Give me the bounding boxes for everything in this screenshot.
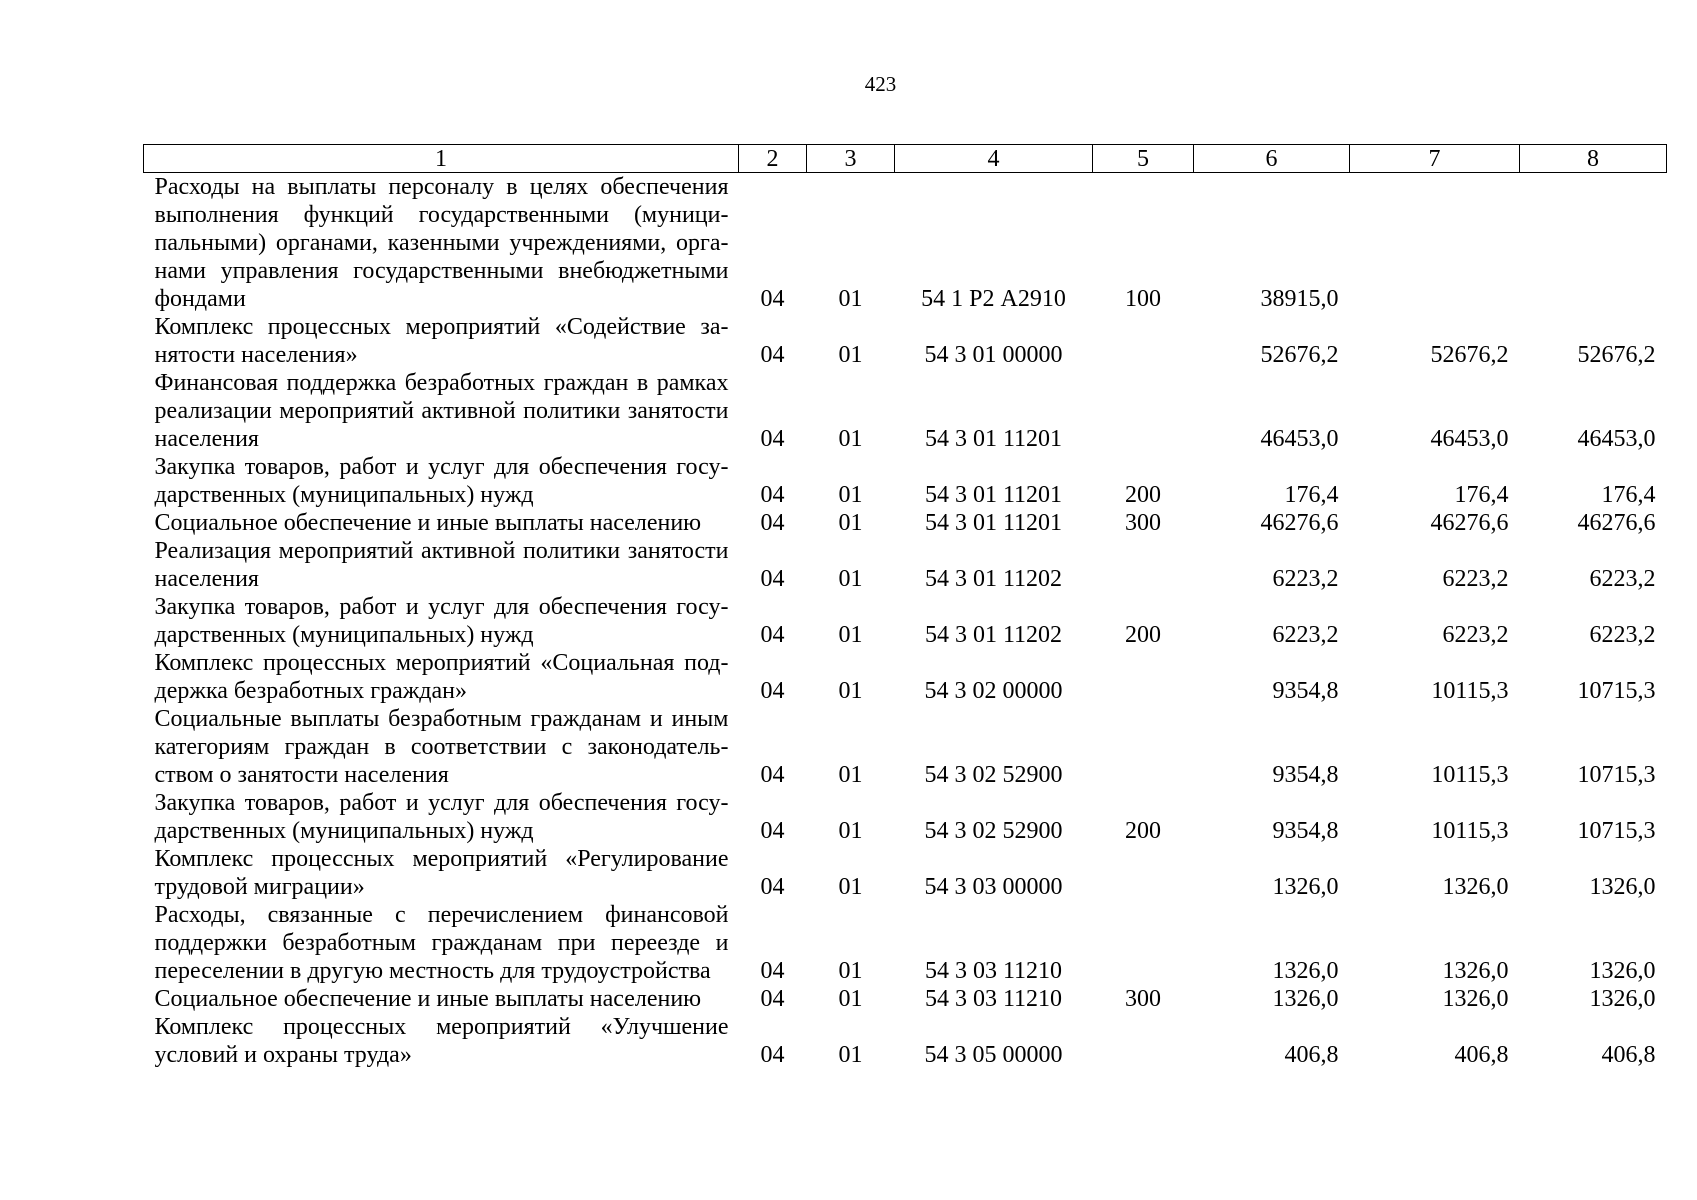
- table-row: [144, 313, 1667, 369]
- row-amount-col-8: 176,4: [1601, 482, 1656, 508]
- header-col-2: 2: [739, 145, 807, 173]
- table-row: [144, 1013, 1667, 1069]
- header-row: [144, 145, 1667, 173]
- row-name: Расходы на выплаты персоналу в целях обеспечения выполнения функций государственными (муниципальными) органами, казенными учреждениями, органами управления государственными внебюджетными фондами: [154, 174, 729, 312]
- row-amount-col-8: 1326,0: [1589, 986, 1656, 1012]
- row-pr: 01: [838, 482, 863, 508]
- row-amount-col-6: 1326,0: [1272, 958, 1339, 984]
- row-pr: 01: [838, 566, 863, 592]
- row-amount-col-7: [1350, 173, 1520, 314]
- table-row: [144, 901, 1667, 985]
- row-vr: 300: [1125, 510, 1161, 536]
- row-amount-col-7: 46276,6: [1430, 510, 1509, 536]
- table-row: [144, 845, 1667, 901]
- row-rz: 04: [760, 482, 785, 508]
- row-amount-col-8: [1520, 173, 1667, 314]
- row-csr: 54 3 01 11201: [924, 482, 1063, 508]
- row-pr: 01: [838, 510, 863, 536]
- row-pr: 01: [838, 426, 863, 452]
- row-amount-col-7: 10115,3: [1431, 818, 1509, 844]
- row-rz: 04: [760, 958, 785, 984]
- row-amount-col-7: 1326,0: [1442, 874, 1509, 900]
- row-rz: 04: [760, 874, 785, 900]
- row-amount-col-7: 176,4: [1454, 482, 1509, 508]
- row-vr: [1093, 901, 1194, 985]
- header-col-5: 5: [1093, 145, 1194, 173]
- row-amount-col-8: 10715,3: [1577, 678, 1656, 704]
- table-row: [144, 537, 1667, 593]
- table-row: [144, 705, 1667, 789]
- row-rz: 04: [760, 426, 785, 452]
- row-amount-col-8: 52676,2: [1577, 342, 1656, 368]
- row-csr: 54 3 01 00000: [924, 342, 1063, 368]
- row-name: Комплекс процессных мероприятий «Улучшение условий и охраны труда»: [154, 1014, 729, 1068]
- row-amount-col-8: 6223,2: [1589, 566, 1656, 592]
- row-name: Социальные выплаты безработным гражданам и иным категориям граждан в соответствии с законодательством о занятости населения: [154, 706, 729, 788]
- row-csr: 54 3 01 11202: [924, 566, 1063, 592]
- row-amount-col-6: 38915,0: [1260, 286, 1339, 312]
- row-amount-col-7: 10115,3: [1431, 678, 1509, 704]
- row-rz: 04: [760, 566, 785, 592]
- row-amount-col-7: 406,8: [1454, 1042, 1509, 1068]
- row-amount-col-6: 46453,0: [1260, 426, 1339, 452]
- row-vr: 200: [1125, 622, 1161, 648]
- row-rz: 04: [760, 342, 785, 368]
- row-amount-col-7: 1326,0: [1442, 986, 1509, 1012]
- row-csr: 54 3 01 11202: [924, 622, 1063, 648]
- row-amount-col-6: 9354,8: [1272, 678, 1339, 704]
- row-pr: 01: [838, 986, 863, 1012]
- row-name: Закупка товаров, работ и услуг для обеспечения государственных (муниципальных) нужд: [154, 594, 729, 648]
- row-vr: [1093, 313, 1194, 369]
- row-name: Закупка товаров, работ и услуг для обеспечения государственных (муниципальных) нужд: [154, 790, 729, 844]
- row-csr: 54 3 01 11201: [924, 426, 1063, 452]
- row-name: Социальное обеспечение и иные выплаты населению: [154, 986, 702, 1012]
- row-amount-col-6: 52676,2: [1260, 342, 1339, 368]
- row-vr: [1093, 649, 1194, 705]
- table-row: [144, 985, 1667, 1013]
- row-csr: 54 3 03 11210: [924, 986, 1063, 1012]
- row-pr: 01: [838, 762, 863, 788]
- row-amount-col-7: 6223,2: [1442, 566, 1509, 592]
- page-number: 423: [864, 72, 897, 96]
- row-name: Комплекс процессных мероприятий «Содействие занятости населения»: [154, 314, 729, 368]
- row-pr: 01: [838, 874, 863, 900]
- header-col-6: 6: [1194, 145, 1350, 173]
- table-body: [144, 173, 1667, 1070]
- row-name: Финансовая поддержка безработных граждан в рамках реализации мероприятий активной политики занятости населения: [154, 370, 729, 452]
- row-name: Расходы, связанные с перечислением финансовой поддержки безработным гражданам при переезде и переселении в другую местность для трудоустройства: [154, 902, 729, 984]
- row-vr: 200: [1125, 482, 1161, 508]
- row-name: Закупка товаров, работ и услуг для обеспечения государственных (муниципальных) нужд: [154, 454, 729, 508]
- table-row: [144, 593, 1667, 649]
- row-amount-col-7: 1326,0: [1442, 958, 1509, 984]
- row-amount-col-8: 1326,0: [1589, 958, 1656, 984]
- row-csr: 54 3 02 52900: [924, 818, 1063, 844]
- row-amount-col-8: 1326,0: [1589, 874, 1656, 900]
- header-col-1: 1: [144, 145, 739, 173]
- row-amount-col-7: 6223,2: [1442, 622, 1509, 648]
- row-csr: 54 3 05 00000: [924, 1042, 1063, 1068]
- row-name: Комплекс процессных мероприятий «Социальная поддержка безработных граждан»: [154, 650, 729, 704]
- row-csr: 54 3 03 00000: [924, 874, 1063, 900]
- row-rz: 04: [760, 818, 785, 844]
- row-amount-col-8: 6223,2: [1589, 622, 1656, 648]
- row-vr: 100: [1125, 286, 1161, 312]
- row-vr: [1093, 1013, 1194, 1069]
- row-amount-col-6: 6223,2: [1272, 622, 1339, 648]
- row-amount-col-6: 46276,6: [1260, 510, 1339, 536]
- row-amount-col-8: 10715,3: [1577, 762, 1656, 788]
- row-pr: 01: [838, 958, 863, 984]
- header-col-4: 4: [895, 145, 1093, 173]
- row-vr: 300: [1125, 986, 1161, 1012]
- row-pr: 01: [838, 286, 863, 312]
- row-vr: [1093, 537, 1194, 593]
- table-row: [144, 789, 1667, 845]
- row-pr: 01: [838, 818, 863, 844]
- header-col-8: 8: [1520, 145, 1667, 173]
- row-amount-col-7: 52676,2: [1430, 342, 1509, 368]
- row-name: Социальное обеспечение и иные выплаты населению: [154, 510, 702, 536]
- row-amount-col-6: 9354,8: [1272, 762, 1339, 788]
- row-rz: 04: [760, 622, 785, 648]
- table-row: [144, 453, 1667, 509]
- row-amount-col-6: 6223,2: [1272, 566, 1339, 592]
- row-csr: 54 3 02 52900: [924, 762, 1063, 788]
- row-amount-col-8: 46276,6: [1577, 510, 1656, 536]
- row-amount-col-6: 1326,0: [1272, 986, 1339, 1012]
- row-rz: 04: [760, 1042, 785, 1068]
- row-vr: [1093, 705, 1194, 789]
- table-row: [144, 509, 1667, 537]
- table-row: [144, 173, 1667, 314]
- row-amount-col-8: 406,8: [1601, 1042, 1656, 1068]
- row-amount-col-6: 176,4: [1284, 482, 1339, 508]
- row-amount-col-8: 46453,0: [1577, 426, 1656, 452]
- row-rz: 04: [760, 678, 785, 704]
- row-csr: 54 3 02 00000: [924, 678, 1063, 704]
- row-csr: 54 3 01 11201: [924, 510, 1063, 536]
- row-vr: [1093, 369, 1194, 453]
- row-name: Комплекс процессных мероприятий «Регулирование трудовой миграции»: [154, 846, 729, 900]
- table-row: [144, 369, 1667, 453]
- row-amount-col-6: 406,8: [1284, 1042, 1339, 1068]
- row-csr: 54 3 03 11210: [924, 958, 1063, 984]
- row-pr: 01: [838, 342, 863, 368]
- header-col-3: 3: [807, 145, 895, 173]
- row-name: Реализация мероприятий активной политики занятости населения: [154, 538, 729, 592]
- row-vr: [1093, 845, 1194, 901]
- row-rz: 04: [760, 510, 785, 536]
- row-pr: 01: [838, 622, 863, 648]
- row-rz: 04: [760, 986, 785, 1012]
- row-pr: 01: [838, 1042, 863, 1068]
- table-header: [144, 145, 1667, 173]
- row-vr: 200: [1125, 818, 1161, 844]
- row-pr: 01: [838, 678, 863, 704]
- budget-table: [143, 144, 1667, 1069]
- header-col-7: 7: [1350, 145, 1520, 173]
- table-row: [144, 649, 1667, 705]
- row-amount-col-7: 46453,0: [1430, 426, 1509, 452]
- row-amount-col-8: 10715,3: [1577, 818, 1656, 844]
- row-rz: 04: [760, 762, 785, 788]
- row-amount-col-6: 1326,0: [1272, 874, 1339, 900]
- row-rz: 04: [760, 286, 785, 312]
- row-amount-col-6: 9354,8: [1272, 818, 1339, 844]
- row-csr: 54 1 Р2 А2910: [921, 286, 1066, 312]
- row-amount-col-7: 10115,3: [1431, 762, 1509, 788]
